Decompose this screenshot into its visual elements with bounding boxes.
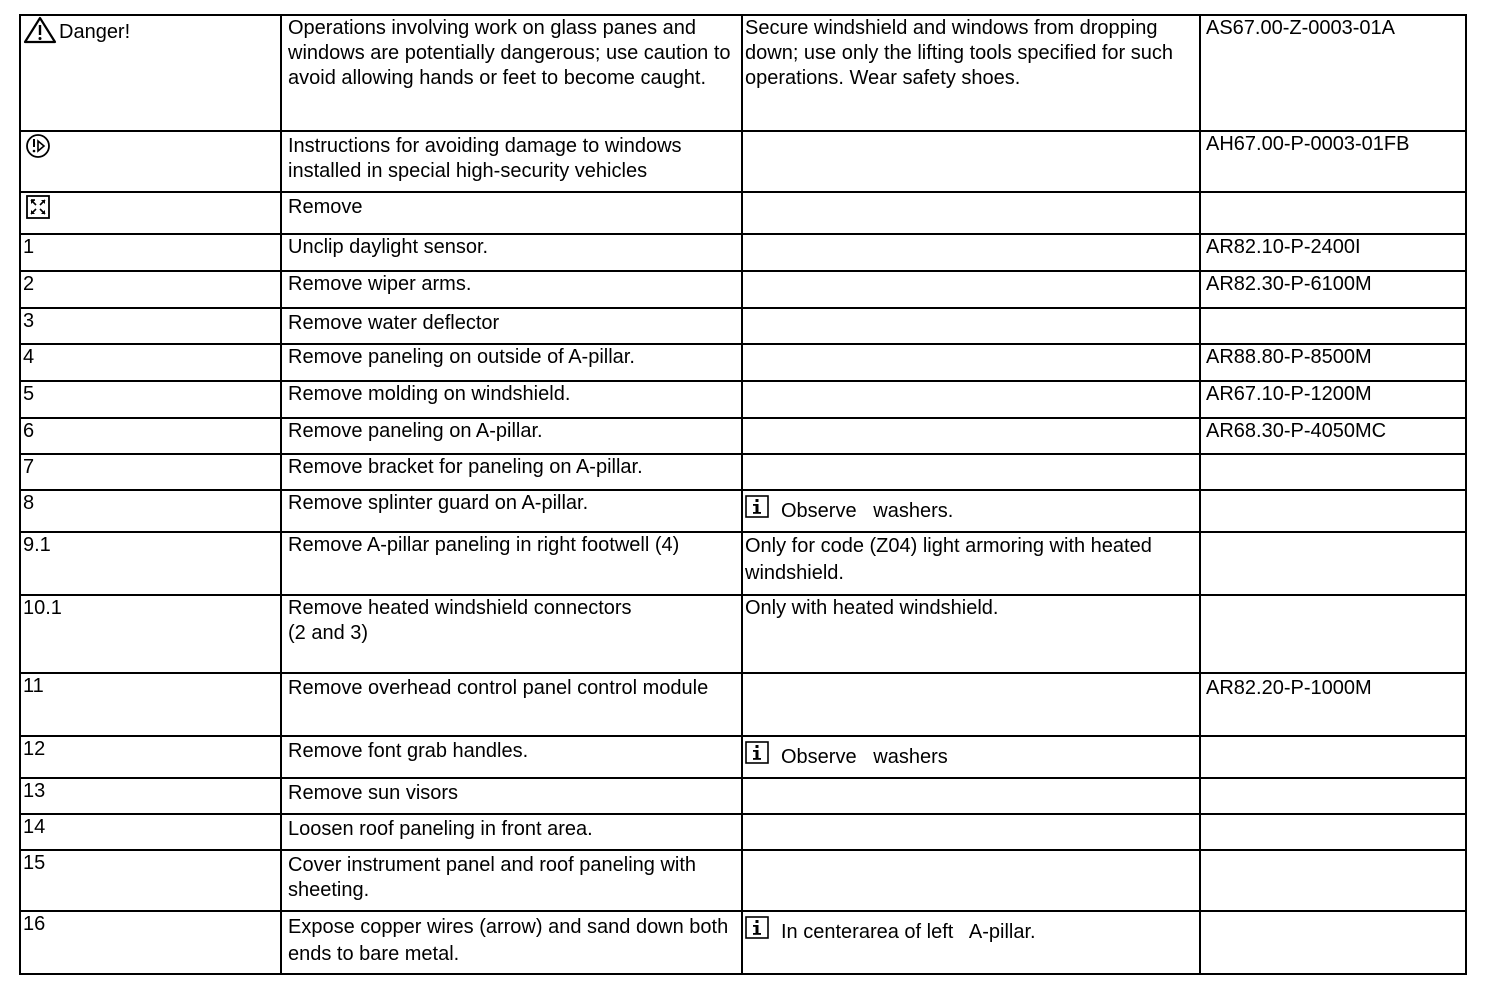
table-row [20, 814, 1466, 850]
action-text: Remove [288, 196, 363, 218]
info-icon [745, 741, 769, 764]
action-text: Remove font grab handles. [288, 740, 529, 762]
reference-link[interactable]: AR67.10-P-1200M [1206, 383, 1372, 405]
table-row [20, 381, 1466, 418]
table-row [20, 490, 1466, 532]
danger-label: Danger! [59, 21, 131, 43]
table-row [20, 454, 1466, 490]
action-text: Remove wiper arms. [288, 273, 472, 295]
table-row [20, 673, 1466, 736]
action-text: Cover instrument panel and roof paneling with sheeting. [288, 854, 697, 901]
table-row [20, 131, 1466, 192]
action-text: Remove A-pillar paneling in right footwell (4) [288, 534, 680, 556]
table-row [20, 418, 1466, 454]
step-number: 4 [23, 346, 35, 368]
step-number: 16 [23, 913, 46, 935]
procedure-table [19, 14, 1467, 975]
note-text: Observe washers. [781, 500, 954, 522]
reference-link[interactable]: AS67.00-Z-0003-01A [1206, 17, 1396, 39]
step-number: 14 [23, 816, 46, 838]
step-number: 12 [23, 738, 46, 760]
action-text: Remove overhead control panel control module [288, 677, 709, 699]
action-text: Loosen roof paneling in front area. [288, 818, 593, 840]
step-number: 7 [23, 456, 35, 478]
action-text: Instructions for avoiding damage to windows installed in special high-security vehicles [288, 135, 682, 182]
reference-link[interactable]: AR82.10-P-2400I [1206, 236, 1361, 258]
action-text: Remove paneling on outside of A-pillar. [288, 346, 635, 368]
table-row [20, 911, 1466, 974]
reference-link[interactable]: AR88.80-P-8500M [1206, 346, 1372, 368]
action-text: Remove water deflector [288, 312, 500, 334]
action-text: Remove bracket for paneling on A-pillar. [288, 456, 643, 478]
step-number: 9.1 [23, 534, 51, 556]
table-row [20, 308, 1466, 344]
reference-link[interactable]: AR68.30-P-4050MC [1206, 420, 1387, 442]
info-icon [745, 495, 769, 518]
step-number: 3 [23, 310, 35, 332]
action-text: Operations involving work on glass panes and windows are potentially dangerous; use caution to avoid allowing hands or feet to become caught. [288, 17, 731, 89]
step-number: 10.1 [23, 597, 62, 619]
table-row [20, 595, 1466, 673]
note-text: Only with heated windshield. [745, 597, 999, 619]
action-text: Remove heated windshield connectors (2 and 3) [288, 597, 632, 644]
note-text: Observe washers [781, 746, 948, 768]
note-text: In centerarea of left A-pillar. [781, 921, 1036, 943]
table-row [20, 15, 1466, 131]
table-row [20, 532, 1466, 595]
table-row [20, 778, 1466, 814]
table-row [20, 192, 1466, 234]
note-text: Only for code (Z04) light armoring with heated windshield. [745, 535, 1152, 584]
step-number: 1 [23, 236, 35, 258]
warning-triangle-icon [23, 16, 57, 44]
table-row [20, 234, 1466, 271]
reference-link[interactable]: AR82.30-P-6100M [1206, 273, 1372, 295]
damage-notice-icon [23, 132, 53, 160]
action-text: Remove molding on windshield. [288, 383, 571, 405]
step-number: 13 [23, 780, 46, 802]
step-number: 2 [23, 273, 35, 295]
action-text: Remove paneling on A-pillar. [288, 420, 543, 442]
remove-expand-icon [23, 193, 53, 221]
table-row [20, 271, 1466, 308]
note-text: Secure windshield and windows from dropping down; use only the lifting tools specified for such operations. Wear safety shoes. [745, 17, 1174, 89]
step-number: 11 [23, 675, 44, 697]
reference-link[interactable]: AH67.00-P-0003-01FB [1206, 133, 1410, 155]
step-number: 6 [23, 420, 35, 442]
table-row [20, 344, 1466, 381]
action-text: Remove splinter guard on A-pillar. [288, 492, 589, 514]
table-row [20, 736, 1466, 778]
reference-link[interactable]: AR82.20-P-1000M [1206, 677, 1372, 699]
action-text: Unclip daylight sensor. [288, 236, 489, 258]
action-text: Expose copper wires (arrow) and sand down both ends to bare metal. [288, 916, 729, 965]
step-number: 15 [23, 852, 46, 874]
step-number: 5 [23, 383, 35, 405]
table-row [20, 850, 1466, 911]
info-icon [745, 916, 769, 939]
step-number: 8 [23, 492, 35, 514]
action-text: Remove sun visors [288, 782, 459, 804]
